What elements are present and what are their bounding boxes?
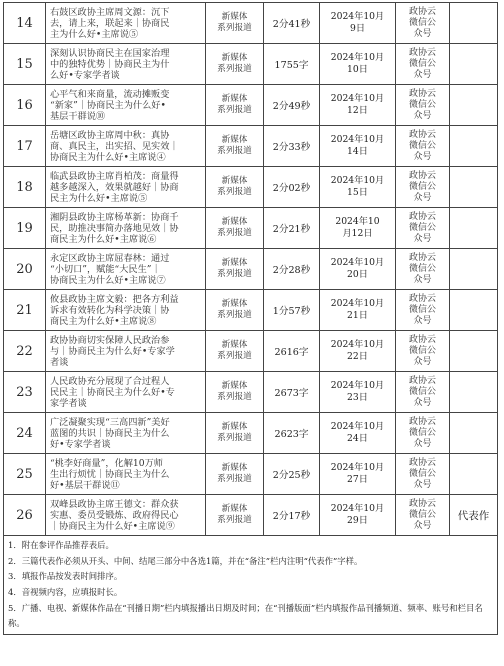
- cell-line: 去，请上来，联起来｜协商民: [50, 17, 170, 29]
- table-row: [4, 495, 498, 536]
- cell-line: 商民主为什么好•主席说⑥: [50, 233, 157, 245]
- cell-line: 新媒体: [221, 340, 248, 350]
- publish-date: [320, 85, 396, 126]
- cell-line: 微信公: [408, 58, 436, 69]
- cell-line: 生出行烦忧｜协商民主为什么: [50, 468, 170, 480]
- note-line: 4．音视频内容，应填报时长。: [8, 587, 123, 597]
- cell-line: 12日: [347, 105, 368, 116]
- publish-date: [320, 413, 396, 454]
- cell-line: 系列报道: [217, 187, 252, 197]
- row-number: 14: [4, 3, 46, 44]
- work-length: 2616字: [264, 331, 320, 372]
- cell-line: 新媒体: [221, 381, 248, 391]
- cell-line: 商、真民主，出实招、见实效｜: [50, 140, 179, 152]
- cell-line: 商民主为什么好•主席说⑧: [50, 315, 157, 327]
- cell-line: 协商民主为什么好•主席说⑦: [50, 274, 166, 286]
- cell-line: 政协云: [408, 129, 436, 140]
- row-number: 20: [4, 249, 46, 290]
- work-title: [46, 372, 206, 413]
- publish-outlet: [396, 413, 450, 454]
- cell-line: 政协云: [408, 252, 436, 263]
- cell-line: 系列报道: [217, 392, 252, 402]
- cell-line: 2024年10月: [330, 503, 385, 514]
- cell-line: “桃李好商量”，化解10万师: [50, 457, 163, 469]
- cell-line: 实惠、委员受锻炼、政府得民心: [50, 509, 179, 521]
- cell-line: 2024年10月: [330, 380, 385, 391]
- cell-line: 双峰县政协主席王德文：群众获: [50, 498, 179, 510]
- publish-date: [320, 372, 396, 413]
- works-table-body: [4, 3, 498, 536]
- table-row: [4, 3, 498, 44]
- cell-line: 广泛凝聚实现“三高四新”美好: [50, 416, 170, 428]
- cell-line: 民主为什么好•主席说⑤: [50, 192, 148, 204]
- cell-line: 政协云: [408, 47, 436, 58]
- cell-line: 20日: [347, 269, 368, 280]
- cell-line: 15日: [347, 187, 368, 198]
- cell-line: 23日: [347, 392, 368, 403]
- cell-line: 政协云: [408, 375, 436, 386]
- cell-line: 新媒体: [221, 217, 248, 227]
- work-category: [206, 290, 264, 331]
- cell-line: 系列报道: [217, 23, 252, 33]
- cell-line: 好•基层干群说⑪: [50, 479, 120, 491]
- cell-line: 蓝图的共识｜协商民主为什么: [50, 427, 170, 439]
- cell-line: 众号: [413, 151, 432, 162]
- remark-cell: [450, 208, 498, 249]
- work-title: [46, 3, 206, 44]
- work-category: [206, 454, 264, 495]
- cell-line: 微信公: [408, 509, 436, 520]
- cell-line: 越多越深入，效果就越好｜协商: [50, 181, 179, 193]
- publish-outlet: [396, 331, 450, 372]
- table-row: [4, 249, 498, 290]
- publish-outlet: [396, 249, 450, 290]
- cell-line: 新媒体: [221, 12, 248, 22]
- work-category: [206, 126, 264, 167]
- row-number: 22: [4, 331, 46, 372]
- cell-line: 众号: [413, 520, 432, 531]
- cell-line: 众号: [413, 356, 432, 367]
- note-line: 5．广播、电视、新媒体作品在“刊播日期”栏内填报播出日期及时间；在“刊播版面”栏内填报作品刊播频道、频率、账号和栏目名称。: [8, 602, 483, 629]
- nomination-table-page: [3, 2, 497, 635]
- remark-cell: [450, 454, 498, 495]
- cell-line: 微信公: [408, 468, 436, 479]
- cell-line: 系列报道: [217, 310, 252, 320]
- cell-line: 29日: [347, 515, 368, 526]
- cell-line: 2024年10月: [330, 257, 385, 268]
- work-title: [46, 249, 206, 290]
- cell-line: 政协云: [408, 211, 436, 222]
- work-category: [206, 3, 264, 44]
- note-line: 2．三篇代表作必须从开头、中间、结尾三部分中各选1篇，并在“备注”栏内注明“代表作”字样。: [8, 555, 363, 566]
- cell-line: 人民政协充分展现了合过程人: [50, 375, 170, 387]
- work-length: 2分33秒: [264, 126, 320, 167]
- cell-line: 微信公: [408, 263, 436, 274]
- row-number: 21: [4, 290, 46, 331]
- cell-line: 众号: [413, 192, 432, 203]
- row-number: 24: [4, 413, 46, 454]
- work-length: 2623字: [264, 413, 320, 454]
- cell-line: 湘阴县政协主席杨革新：协商千: [50, 211, 179, 223]
- cell-line: 2024年10月: [330, 93, 385, 104]
- cell-line: 2024年10月: [330, 339, 385, 350]
- cell-line: 微信公: [408, 345, 436, 356]
- cell-line: 微信公: [408, 304, 436, 315]
- cell-line: 系列报道: [217, 269, 252, 279]
- row-number: 23: [4, 372, 46, 413]
- cell-line: ｜协商民主为什么好•主席说⑨: [50, 520, 175, 532]
- work-length: 2分49秒: [264, 85, 320, 126]
- cell-line: 临武县政协主席肖柏茂：商量得: [50, 170, 179, 182]
- cell-line: 14日: [347, 146, 368, 157]
- work-title: [46, 413, 206, 454]
- publish-date: [320, 126, 396, 167]
- work-title: [46, 126, 206, 167]
- cell-line: 右鼓区政协主席周文源：沉下: [50, 6, 170, 18]
- publish-date: [320, 249, 396, 290]
- cell-line: 微信公: [408, 181, 436, 192]
- cell-line: 2024年10: [335, 216, 380, 227]
- cell-line: 中的独特优势｜协商民主为什: [50, 58, 170, 70]
- cell-line: 政协协商切实保障人民政治参: [50, 334, 170, 346]
- publish-date: [320, 454, 396, 495]
- work-length: 2分41秒: [264, 3, 320, 44]
- cell-line: 么好•专家学者谈: [50, 69, 120, 81]
- publish-outlet: [396, 372, 450, 413]
- remark-cell: [450, 331, 498, 372]
- cell-line: 微信公: [408, 140, 436, 151]
- work-title: [46, 44, 206, 85]
- cell-line: 攸县政协主席文毅：把各方利益: [50, 293, 179, 305]
- cell-line: 9日: [349, 23, 366, 34]
- cell-line: 家学者谈: [50, 397, 87, 409]
- cell-line: 政协云: [408, 498, 436, 509]
- row-number: 17: [4, 126, 46, 167]
- cell-line: 心平气和来商量，流动摊贩变: [50, 88, 170, 100]
- work-title: [46, 331, 206, 372]
- cell-line: 永定区政协主席屈春林：通过: [50, 252, 170, 264]
- cell-line: 24日: [347, 433, 368, 444]
- works-table: [3, 2, 498, 635]
- work-category: [206, 331, 264, 372]
- cell-line: 微信公: [408, 386, 436, 397]
- row-number: 19: [4, 208, 46, 249]
- cell-line: 基层干群说⑩: [50, 110, 106, 122]
- cell-line: 21日: [347, 310, 368, 321]
- table-row: [4, 44, 498, 85]
- work-title: [46, 454, 206, 495]
- cell-line: 月12日: [342, 228, 373, 239]
- table-row: [4, 126, 498, 167]
- cell-line: 政协云: [408, 88, 436, 99]
- note-line: 1．附在参评作品推荐表后。: [8, 540, 114, 551]
- cell-line: 众号: [413, 28, 432, 39]
- cell-line: 新媒体: [221, 94, 248, 104]
- cell-line: 与｜协商民主为什么好•专家学: [50, 345, 175, 357]
- cell-line: 众号: [413, 438, 432, 449]
- cell-line: 2024年10月: [330, 298, 385, 309]
- table-row: [4, 167, 498, 208]
- remark-cell: [450, 44, 498, 85]
- publish-outlet: [396, 495, 450, 536]
- row-number: 15: [4, 44, 46, 85]
- cell-line: 微信公: [408, 99, 436, 110]
- table-row: [4, 372, 498, 413]
- cell-line: 众号: [413, 315, 432, 326]
- work-length: 1755字: [264, 44, 320, 85]
- publish-date: [320, 44, 396, 85]
- cell-line: 微信公: [408, 222, 436, 233]
- publish-outlet: [396, 44, 450, 85]
- cell-line: 众号: [413, 397, 432, 408]
- cell-line: 好•专家学者谈: [50, 438, 111, 450]
- work-category: [206, 44, 264, 85]
- cell-line: 2024年10月: [330, 175, 385, 186]
- cell-line: 2024年10月: [330, 134, 385, 145]
- cell-line: 众号: [413, 274, 432, 285]
- cell-line: 众号: [413, 233, 432, 244]
- cell-line: 政协云: [408, 416, 436, 427]
- work-title: [46, 290, 206, 331]
- work-category: [206, 208, 264, 249]
- cell-line: 系列报道: [217, 64, 252, 74]
- work-category: [206, 249, 264, 290]
- row-number: 25: [4, 454, 46, 495]
- cell-line: 新媒体: [221, 463, 248, 473]
- work-category: [206, 413, 264, 454]
- table-row: [4, 85, 498, 126]
- cell-line: 系列报道: [217, 105, 252, 115]
- publish-date: [320, 290, 396, 331]
- cell-line: “新家”｜协商民主为什么好•: [50, 99, 166, 111]
- cell-line: 新媒体: [221, 504, 248, 514]
- cell-line: 民民主｜协商民主为什么好•专: [50, 386, 175, 398]
- table-row: [4, 454, 498, 495]
- remark-cell: 代表作: [450, 495, 498, 536]
- cell-line: 27日: [347, 474, 368, 485]
- remark-cell: [450, 167, 498, 208]
- row-number: 26: [4, 495, 46, 536]
- cell-line: 民，助推决事简办落地见效｜协: [50, 222, 179, 234]
- remark-cell: [450, 413, 498, 454]
- cell-line: 众号: [413, 110, 432, 121]
- table-row: [4, 290, 498, 331]
- notes-row: [4, 536, 498, 635]
- cell-line: 系列报道: [217, 146, 252, 156]
- work-length: 2分25秒: [264, 454, 320, 495]
- publish-outlet: [396, 126, 450, 167]
- work-title: [46, 167, 206, 208]
- remark-cell: [450, 249, 498, 290]
- publish-date: [320, 331, 396, 372]
- notes-cell: [4, 536, 498, 635]
- work-title: [46, 208, 206, 249]
- work-title: [46, 495, 206, 536]
- table-row: [4, 208, 498, 249]
- cell-line: 微信公: [408, 17, 436, 28]
- remark-cell: [450, 126, 498, 167]
- cell-line: 岳塘区政协主席周中秋：真协: [50, 129, 170, 141]
- cell-line: 系列报道: [217, 433, 252, 443]
- publish-date: [320, 3, 396, 44]
- cell-line: 新媒体: [221, 299, 248, 309]
- cell-line: 10日: [347, 64, 368, 75]
- work-length: 2分17秒: [264, 495, 320, 536]
- note-line: 3．填报作品按发表时间排序。: [8, 571, 123, 582]
- work-length: 2分02秒: [264, 167, 320, 208]
- work-category: [206, 495, 264, 536]
- remark-cell: [450, 290, 498, 331]
- work-category: [206, 167, 264, 208]
- cell-line: 2024年10月: [330, 421, 385, 432]
- cell-line: 众号: [413, 479, 432, 490]
- publish-outlet: [396, 208, 450, 249]
- cell-line: 微信公: [408, 427, 436, 438]
- cell-line: 系列报道: [217, 515, 252, 525]
- publish-outlet: [396, 85, 450, 126]
- cell-line: “小切口”，赋能“大民生”｜: [50, 263, 161, 275]
- table-row: [4, 413, 498, 454]
- cell-line: 新媒体: [221, 422, 248, 432]
- cell-line: 政协云: [408, 334, 436, 345]
- cell-line: 政协云: [408, 170, 436, 181]
- cell-line: 系列报道: [217, 228, 252, 238]
- remark-cell: [450, 85, 498, 126]
- cell-line: 系列报道: [217, 474, 252, 484]
- row-number: 18: [4, 167, 46, 208]
- cell-line: 主为什么好•主席说⑤: [50, 28, 139, 40]
- cell-line: 诉求有效转化为科学决策｜协: [50, 304, 170, 316]
- row-number: 16: [4, 85, 46, 126]
- work-length: 2分28秒: [264, 249, 320, 290]
- publish-outlet: [396, 454, 450, 495]
- publish-date: [320, 495, 396, 536]
- cell-line: 者谈: [50, 356, 69, 368]
- cell-line: 2024年10月: [330, 462, 385, 473]
- work-title: [46, 85, 206, 126]
- publish-outlet: [396, 290, 450, 331]
- cell-line: 政协云: [408, 293, 436, 304]
- publish-date: [320, 167, 396, 208]
- publish-date: [320, 208, 396, 249]
- cell-line: 深刻认识协商民主在国家治理: [50, 47, 170, 59]
- cell-line: 2024年10月: [330, 11, 385, 22]
- cell-line: 政协云: [408, 457, 436, 468]
- cell-line: 新媒体: [221, 258, 248, 268]
- work-length: 2分21秒: [264, 208, 320, 249]
- cell-line: 新媒体: [221, 135, 248, 145]
- publish-outlet: [396, 167, 450, 208]
- table-row: [4, 331, 498, 372]
- remark-cell: [450, 3, 498, 44]
- cell-line: 政协云: [408, 6, 436, 17]
- cell-line: 系列报道: [217, 351, 252, 361]
- cell-line: 新媒体: [221, 53, 248, 63]
- cell-line: 2024年10月: [330, 52, 385, 63]
- cell-line: 22日: [347, 351, 368, 362]
- work-category: [206, 85, 264, 126]
- cell-line: 新媒体: [221, 176, 248, 186]
- work-length: 1分57秒: [264, 290, 320, 331]
- cell-line: 众号: [413, 69, 432, 80]
- remark-cell: [450, 372, 498, 413]
- work-length: 2673字: [264, 372, 320, 413]
- cell-line: 协商民主为什么好•主席说④: [50, 151, 166, 163]
- publish-outlet: [396, 3, 450, 44]
- work-category: [206, 372, 264, 413]
